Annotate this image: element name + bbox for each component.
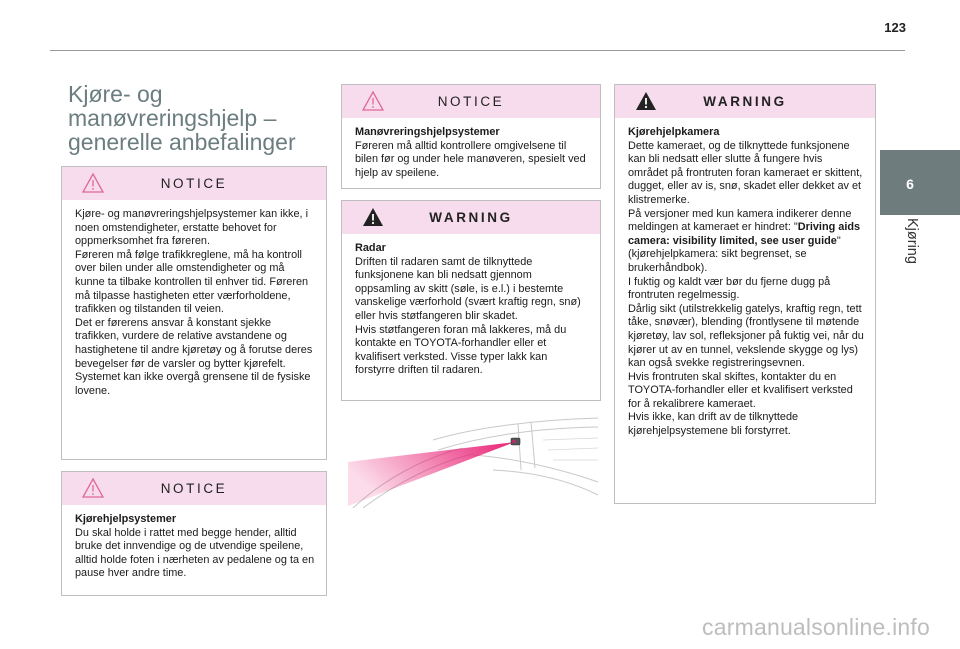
notice-subtitle: Kjørehjelpsystemer <box>75 513 177 525</box>
notice-box-maneuvering <box>341 84 601 189</box>
caution-triangle-icon <box>82 172 104 194</box>
notice-header <box>62 472 326 505</box>
warning-body <box>342 234 600 386</box>
notice-box-general <box>61 166 327 460</box>
notice-title: NOTICE <box>160 176 228 191</box>
chapter-tab-label <box>878 218 938 338</box>
warning-body <box>615 118 875 447</box>
warning-message-quote: Driving aids camera: visibility limited, see user guide <box>628 221 861 247</box>
chapter-tab-number: 6 <box>906 176 914 192</box>
warning-header <box>342 201 600 234</box>
warning-triangle-icon <box>362 206 384 228</box>
notice-box-driving-aids <box>61 471 327 596</box>
notice-body <box>342 118 600 188</box>
page-title: Kjøre- og manøvreringshjelp – generelle anbefalinger <box>68 81 296 155</box>
notice-text: Føreren må alltid kontrollere omgivelsene til bilen før og under hele manøveren, spesielt ved hjelp av speilene. <box>355 139 586 179</box>
warning-triangle-icon <box>635 90 657 112</box>
notice-text: Du skal holde i rattet med begge hender, alltid bruke det innvendige og de utvendige speilene, alltid holde foten i nærheten av pedalene og ta en pause hver andre time. <box>75 526 315 580</box>
notice-subtitle: Manøvreringshjelpsystemer <box>355 126 500 138</box>
warning-box-radar <box>341 200 601 401</box>
warning-box-camera <box>614 84 876 504</box>
caution-triangle-icon <box>82 477 104 499</box>
chapter-label-text: Kjøring <box>904 218 920 264</box>
warning-text-before: Dette kameraet, og de tilknyttede funksjonene kan bli nedsatt eller slutte å fungere hvis området på frontruten foran kameraet er skittent, dugget, eller av is, snø, skadet eller dekket av et klistremerke. På versjoner med kun kamera indikerer denne meldingen at kameraet er hindret: " <box>628 139 863 234</box>
top-divider <box>50 50 905 51</box>
warning-subtitle: Radar <box>355 242 386 254</box>
notice-text: Kjøre- og manøvreringshjelpsystemer kan ikke, i noen omstendigheter, erstatte behovet for oppmerksomhet fra føreren. Føreren må følge trafikkreglene, må ha kontroll over bilen under alle omstendigheter og må kunne ta tilbake kontrollen til enhver tid. Føreren må tilpasse hastigheten etter værforholdene, trafikken og tilstanden til veien. Det er førerens ansvar å konstant sjekke trafikken, vurdere de relative avstandene og hastighetene til andre kjøretøy og å forutse deres bevegelser før de varsler og bytter kjørefelt. Systemet kan ikke overgå grensene til de fysiske lovene. <box>75 208 313 397</box>
warning-text-after: " (kjørehjelpkamera: sikt begrenset, se brukerhåndbok). I fuktig og kaldt vær bør du fjerne dugg på frontruten regelmessig. Dårlig sikt (utilstrekkelig gatelys, kraftig regn, tett tåke, snøvær), blending (frontlysene til møtende kjøretøy, lav sol, refleksjoner på fuktig vei, når du kjører ut av en tunnel, vekslende skygge og lys) kan også svekke registreringsevnen. Hvis frontruten skal skiftes, kontakter du en TOYOTA-forhandler eller et kvalifisert verksted for å rekalibrere kameraet. Hvis ikke, kan drift av de tilknyttede kjørehjelpsystemene bli forstyrret. <box>628 234 864 438</box>
watermark: carmanualsonline.info <box>702 614 930 640</box>
windscreen-camera-illustration <box>343 410 601 512</box>
warning-title: WARNING <box>429 210 513 225</box>
warning-header <box>615 85 875 118</box>
notice-body <box>62 505 326 589</box>
notice-title: NOTICE <box>160 481 228 496</box>
warning-text: Driften til radaren samt de tilknyttede funksjonene kan bli nedsatt gjennom oppsamling av skitt (søle, is e.l.) i bestemte vanskelige værforhold (svært kraftig regn, snø) eller hvis støtfangeren blir skadet. Hvis støtfangeren foran må lakkeres, må du kontakte en TOYOTA-forhandler eller et kvalifisert verksted. Visse typer lakk kan forstyrre driften til radaren. <box>355 255 581 377</box>
warning-subtitle: Kjørehjelpkamera <box>628 126 720 138</box>
notice-title: NOTICE <box>437 94 505 109</box>
notice-header <box>62 167 326 200</box>
notice-header <box>342 85 600 118</box>
caution-triangle-icon <box>362 90 384 112</box>
page-number: 123 <box>884 20 906 35</box>
warning-title: WARNING <box>703 94 787 109</box>
